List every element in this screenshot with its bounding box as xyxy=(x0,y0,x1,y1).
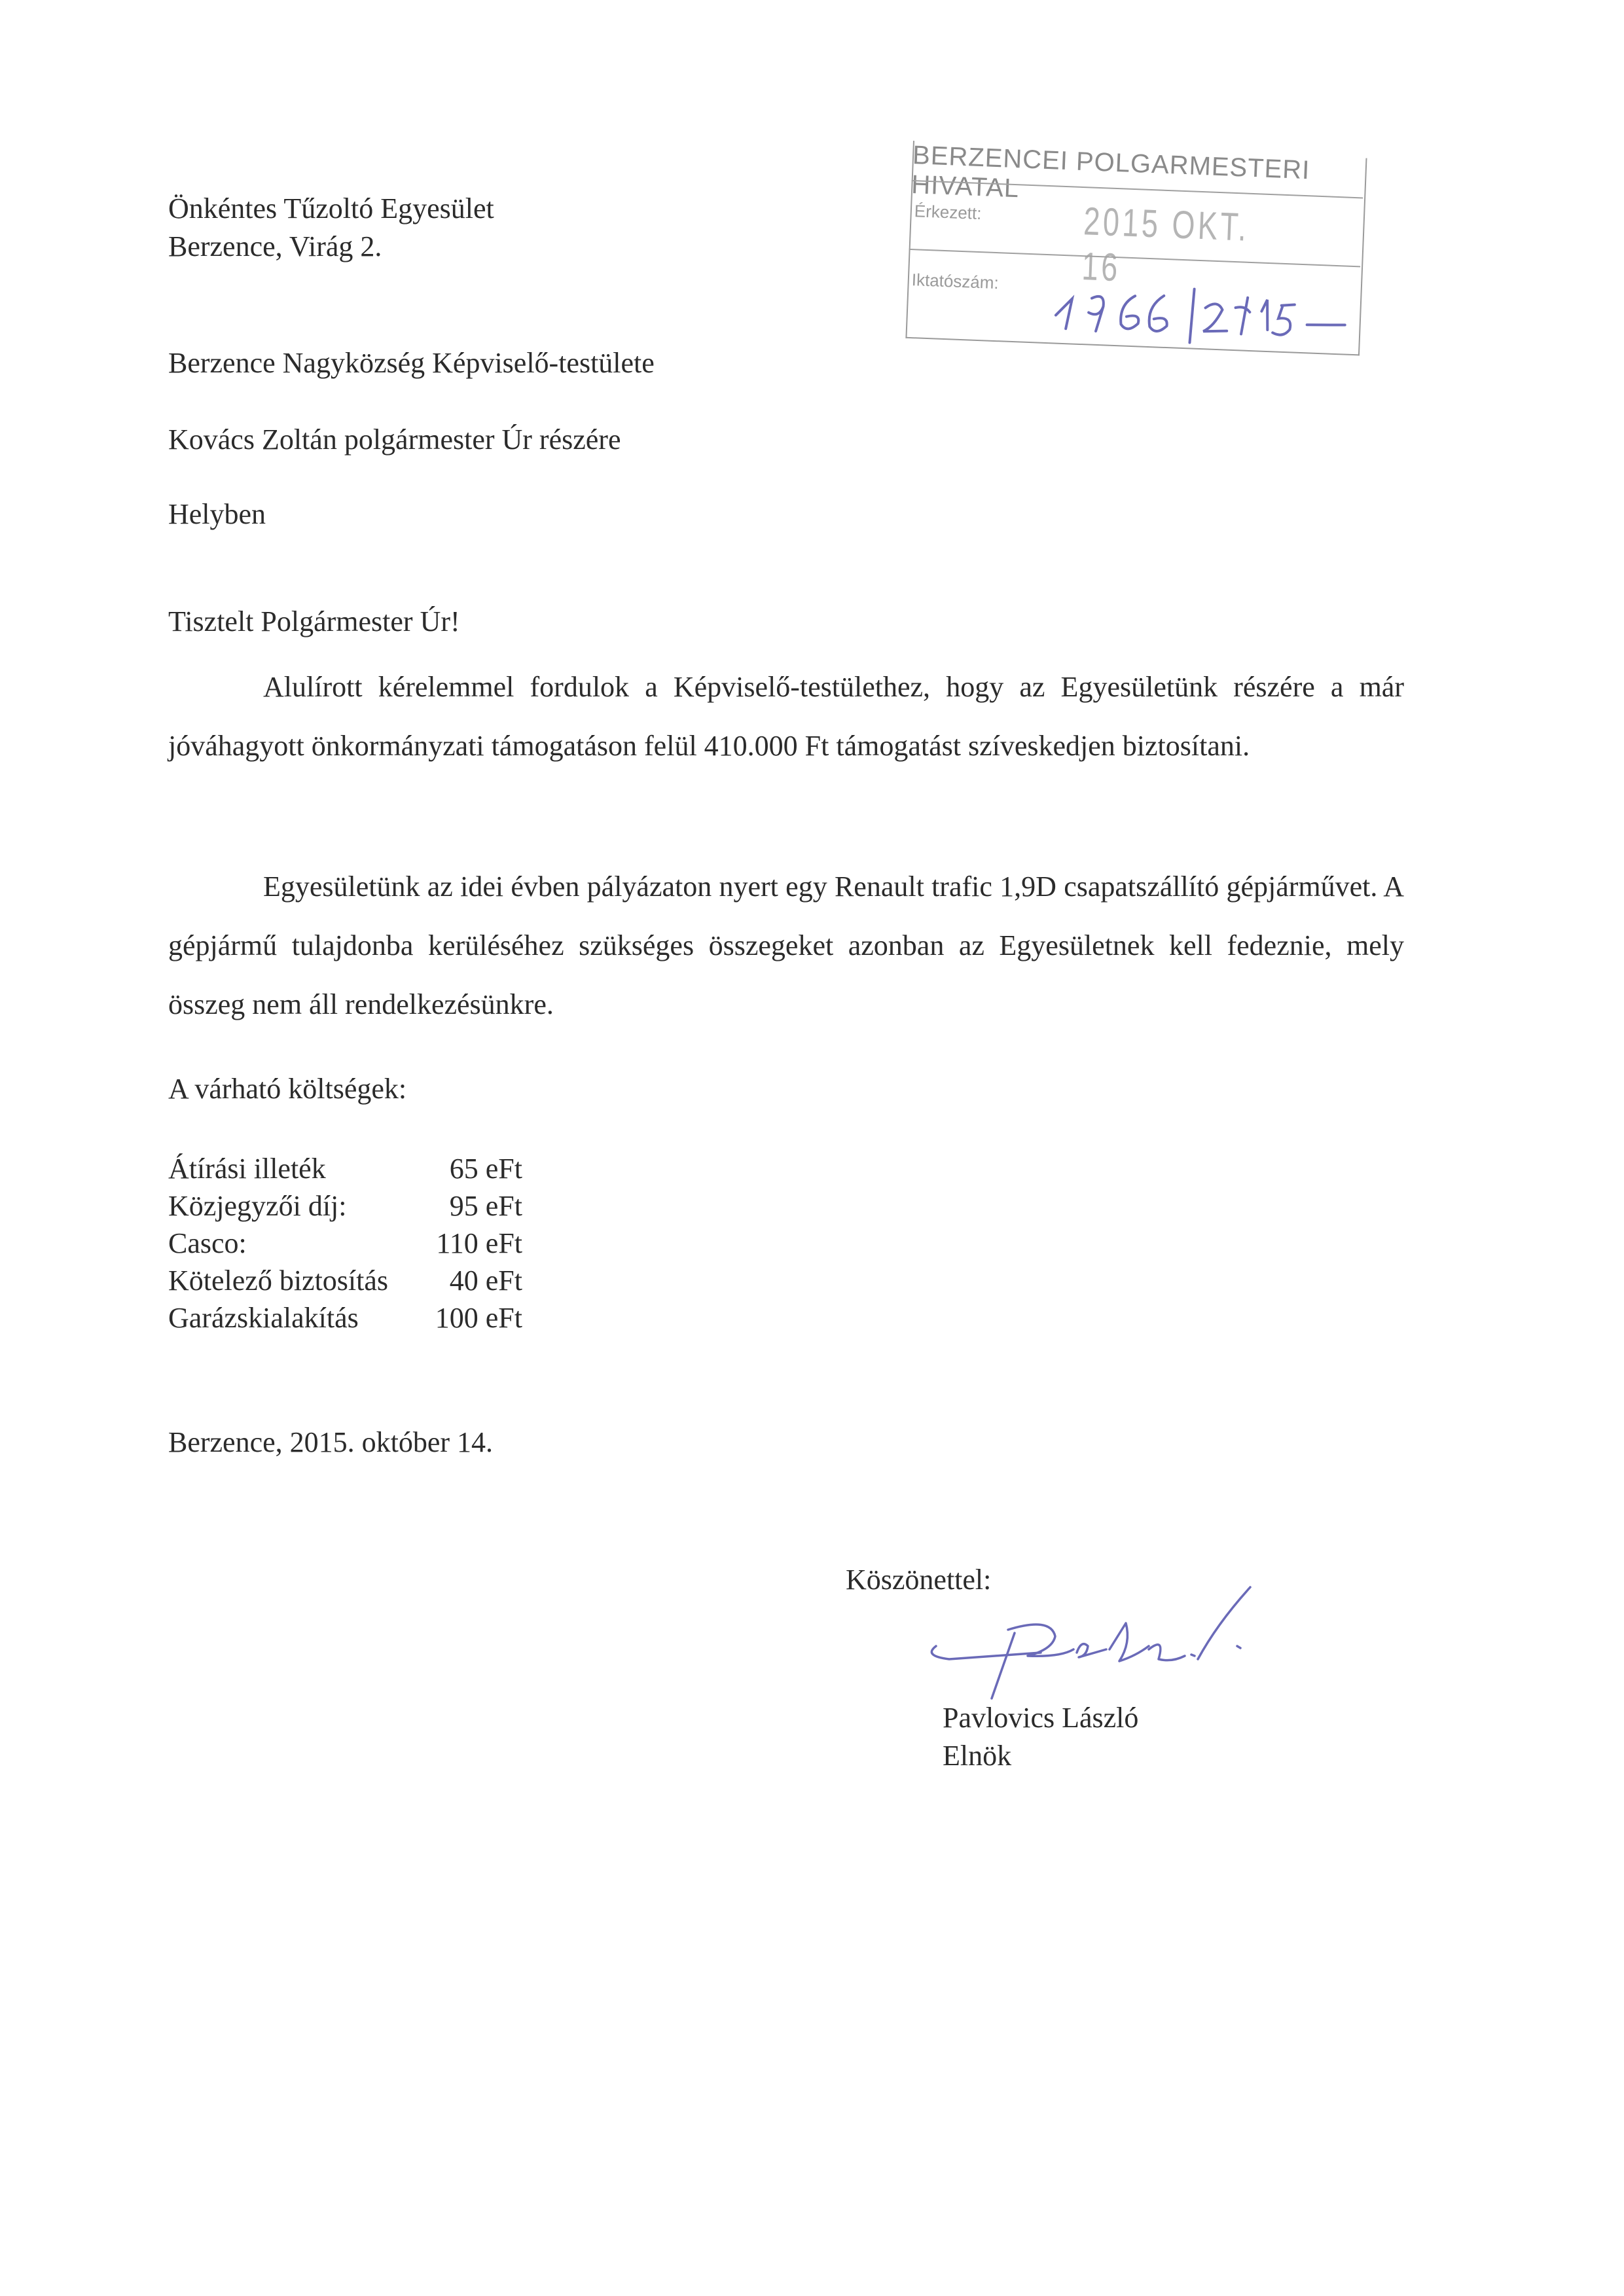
cost-amount: 65 eFt xyxy=(449,1153,523,1185)
cost-row xyxy=(168,1187,522,1225)
stamp-reg-label: Iktatószám: xyxy=(911,270,1000,293)
place-date: Berzence, 2015. október 14. xyxy=(168,1426,494,1458)
salutation: Tisztelt Polgármester Úr! xyxy=(168,605,460,637)
cost-item: Kötelező biztosítás xyxy=(168,1265,389,1297)
cost-item: Garázskialakítás xyxy=(168,1302,359,1334)
cost-row xyxy=(168,1225,522,1262)
cost-item: Casco: xyxy=(168,1227,247,1259)
sender-name: Önkéntes Tűzoltó Egyesület xyxy=(168,192,494,224)
recipient-body: Berzence Nagyközség Képviselő-testülete xyxy=(168,347,655,379)
costs-heading: A várható költségek: xyxy=(168,1073,407,1105)
cost-amount: 95 eFt xyxy=(449,1190,523,1222)
cost-row xyxy=(168,1150,522,1187)
stamp-reg-number-handwriting xyxy=(1050,264,1360,351)
costs-table xyxy=(168,1150,522,1336)
cost-amount: 110 eFt xyxy=(436,1227,523,1259)
cost-row xyxy=(168,1299,522,1336)
closing: Köszönettel: xyxy=(846,1564,992,1596)
body-paragraph-2: Egyesületünk az idei évben pályázaton nyert egy Renault trafic 1,9D csapatszállító gépjárművet. A gépjármű tulajdonba kerüléséhez szükséges összegeket azonban az Egyesületnek kell fedeznie, mely összeg nem áll rendelkezésünkre. xyxy=(168,870,1404,1020)
recipient-person: Kovács Zoltán polgármester Úr részére xyxy=(168,423,621,456)
signer-block xyxy=(943,1699,1138,1775)
signer-name: Pavlovics László xyxy=(943,1702,1139,1734)
cost-row xyxy=(168,1262,522,1299)
cost-item: Közjegyzői díj: xyxy=(168,1190,347,1222)
sender-address: Berzence, Virág 2. xyxy=(168,230,382,262)
recipient-location: Helyben xyxy=(168,498,266,530)
stamp-received-label: Érkezett: xyxy=(914,201,982,224)
cost-amount: 40 eFt xyxy=(449,1265,523,1297)
cost-item: Átírási illeték xyxy=(168,1153,326,1185)
signer-title: Elnök xyxy=(943,1740,1012,1772)
stamp-received-date: 2015 OKT. 16 xyxy=(1081,199,1250,290)
cost-amount: 100 eFt xyxy=(435,1302,523,1334)
sender-block xyxy=(168,190,494,266)
registry-stamp xyxy=(905,141,1371,355)
stamp-office: BERZENCEI POLGARMESTERI HIVATAL xyxy=(911,141,1311,204)
body-paragraph-1: Alulírott kérelemmel fordulok a Képviselő-testülethez, hogy az Egyesületünk részére a már jóváhagyott önkormányzati támogatáson felül 410.000 Ft támogatást szíveskedjen biztosítani. xyxy=(168,671,1404,762)
